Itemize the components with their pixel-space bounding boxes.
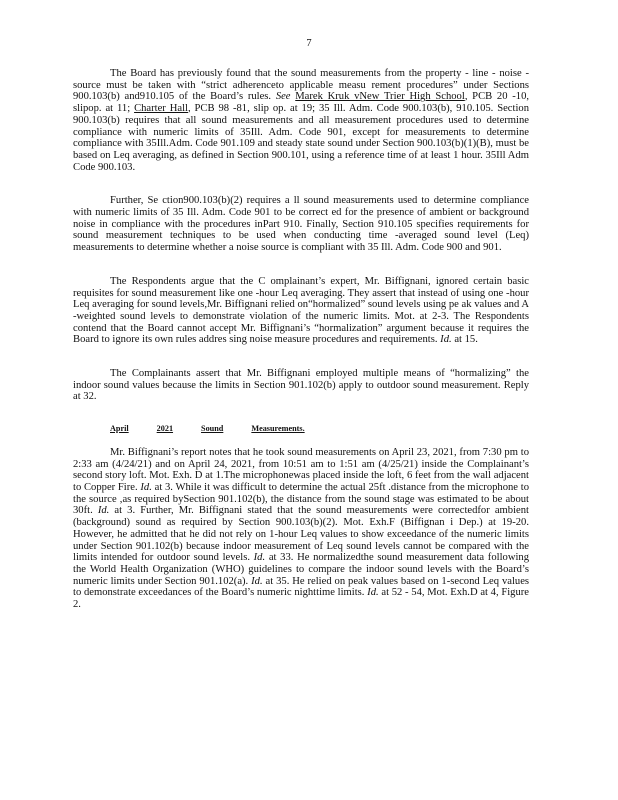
citation-signal: See [275, 91, 291, 103]
paragraph-text: , PCB 98 -81, slip op. at 19; 35 Ill. Adm. Code 900.103(b), 910.105. Section 900.103(b) requires that all sound measurements and all measurement procedures used to determine compliance with numeric limits of 35Ill. Adm. Code 901, except for measurements to determine compliance with 35Ill.Adm. Code 901.109 and steady state sound under Section 900.103(b)(1)(B), must be based on Leq averaging, as defined in Section 900.101, using a reference time of at least 1 hour. 35Ill Adm Code 900.103. [73, 103, 529, 173]
citation-id: Id. [440, 334, 452, 346]
paragraph-text: at 3. While it was difficult to determine the actual 25ft .distance from the microphone to the source ,as required bySection 901.102(b), the distance from the sound stage was estimated to be about 30ft. [73, 481, 529, 517]
paragraph-ambient-correction: Further, Se ction900.103(b)(2) requires a ll sound measurements used to determine compliance with numeric limits of 35 Ill. Adm. Code 901 to be correct ed for the presence of ambient or background noise in compliance with the procedures inPart 910. Finally, Section 910.105 specifies requirements for sound measurement techniques to be used when conducting time -averaged sound level (Leq) measurements to determine whether a noise source is compliant with 35 Ill. Adm. Code 900 and 901. [73, 195, 529, 254]
heading-word: Measurements. [251, 424, 305, 434]
case-name-charter-hall: Charter Hall [134, 103, 188, 115]
page-number: 7 [306, 38, 312, 49]
heading-word: Sound [201, 424, 224, 434]
paragraph-prior-findings [73, 68, 529, 173]
paragraph-text: at 3. Further, Mr. Biffignani stated that the sound measurements were correctedfor ambient (background) sound as required by Section 900.103(b)(2). Mot. Exh.F (Biffignan i Dep.) at 19-20. However, he admitted that he did not rely on 1-hour Leq values to show exceedance of the numeric limits under Section 901.102(b) because indoor measurement of Leq sound levels cannot be compared with the limits intended for outdoor sound levels. [73, 505, 529, 564]
paragraph-text: at 52 - 54, Mot. Exh.D at 4, Figure 2. [73, 587, 529, 611]
citation-id: Id. [140, 481, 152, 493]
paragraph-biffignani-report [73, 447, 529, 611]
page-body [73, 68, 529, 633]
paragraph-text: Mr. Biffignani’s report notes that he took sound measurements on April 23, 2021, from 7:30 pm to 2:33 am (4/24/21) and on April 24, 2021, from 10:51 am to 1:51 am (4/25/21) inside the Complainant’s second story loft. Mot. Exh. D at 1.The microphonewas placed inside the loft, 6 feet from the wall adjacent to Copper Fire. [73, 446, 529, 493]
section-heading [73, 423, 529, 435]
heading-word: 2021 [156, 424, 174, 434]
citation-id: Id. [367, 587, 379, 599]
paragraph-respondents-argument [73, 276, 529, 346]
case-name-kruk: Marek Kruk vNew Trier High School [295, 91, 465, 103]
paragraph-text: The Respondents argue that the C omplainant’s expert, Mr. Biffignani, ignored certain basic requisites for sound measurement like one -hour Leq averaging. They assert that instead of using one -hour Leq averaging for sound levels,Mr. Biffignani relied on“hormalized” sound levels using pe ak values and A -weighted sound levels to demonstrate violation of the numeric limits. Mot. at 2-3. The Respondents contend that the Board cannot accept Mr. Biffignani’s “hormalization” argument because it requires the Board to ignore its own rules addres sing noise measure procedures and requirements. [73, 275, 529, 346]
paragraph-text: at 15. [454, 334, 478, 346]
citation-id: Id. [251, 575, 263, 587]
citation-id: Id. [253, 552, 266, 564]
paragraph-text: , PCB 20 -10, slipop. at 11; [73, 91, 530, 115]
paragraph-text: The Board has previously found that the sound measurements from the property - line - noise -source must be taken with “strict adherenceto applicable measu rement procedures” under Sections 900.103(b) and910.105 of the Board’s rules. [73, 68, 529, 103]
heading-word: April [110, 424, 129, 434]
paragraph-text: at 33. He normalizedthe sound measurement data following the World Health Organization (WHO) guidelines to compare the indoor sound levels with the Board’s numeric limits under Section 901.102(a). [73, 552, 530, 587]
paragraph-text: at 35. He relied on peak values based on 1-second Leq values to demonstrate exceedances of the Board’s numeric nighttime limits. [73, 575, 530, 599]
citation-id: Id. [97, 505, 110, 517]
paragraph-complainants-assert: The Complainants assert that Mr. Biffignani employed multiple means of “hormalizing” the indoor sound values because the limits in Section 901.102(b) apply to outdoor sound measurement. Reply at 32. [73, 368, 529, 403]
